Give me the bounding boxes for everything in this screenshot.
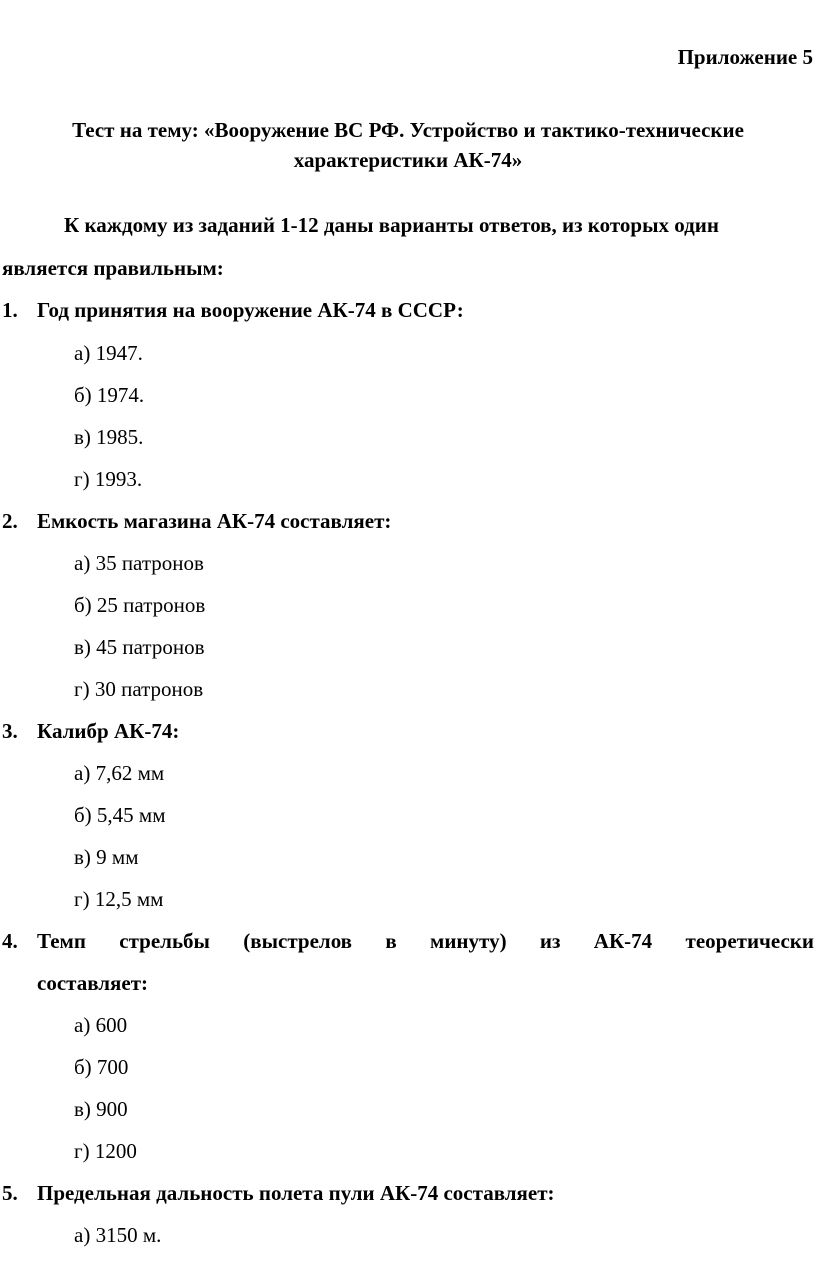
page-title: [0, 115, 816, 175]
question-5-option-a: а) 3150 м.: [74, 1223, 162, 1247]
instructions-line-2: является правильным:: [2, 256, 224, 280]
question-number: 3.: [2, 719, 18, 743]
instructions-line-1: К каждому из заданий 1-12 даны варианты ответов, из которых один: [64, 213, 719, 237]
question-text-line-1: Темп стрельбы (выстрелов в минуту) из АК-74 теоретически: [37, 929, 814, 953]
question-2-option-c: в) 45 патронов: [74, 635, 205, 659]
question-3-option-a: а) 7,62 мм: [74, 761, 165, 785]
question-4-option-d: г) 1200: [74, 1139, 137, 1163]
question-1-option-d: г) 1993.: [74, 467, 143, 491]
question-number: 4.: [2, 929, 18, 953]
question-3-option-b: б) 5,45 мм: [74, 803, 166, 827]
question-1-option-a: а) 1947.: [74, 341, 143, 365]
question-number: 5.: [2, 1181, 18, 1205]
question-text: Емкость магазина АК-74 составляет:: [37, 509, 392, 533]
question-2-option-d: г) 30 патронов: [74, 677, 204, 701]
question-text-line-2: составляет:: [37, 971, 149, 995]
question-number: 2.: [2, 509, 18, 533]
question-4-option-b: б) 700: [74, 1055, 129, 1079]
question-3-option-d: г) 12,5 мм: [74, 887, 164, 911]
appendix-label: Приложение 5: [677, 45, 813, 69]
question-text: Предельная дальность полета пули АК-74 составляет:: [37, 1181, 555, 1205]
question-text: Калибр АК-74:: [37, 719, 180, 743]
title-line-1: Тест на тему: «Вооружение ВС РФ. Устройство и тактико-технические: [72, 118, 744, 142]
question-number: 1.: [2, 298, 18, 322]
question-1-option-c: в) 1985.: [74, 425, 144, 449]
question-text: Год принятия на вооружение АК-74 в СССР:: [37, 298, 464, 322]
title-line-2: характеристики АК-74»: [293, 148, 523, 172]
question-1-option-b: б) 1974.: [74, 383, 145, 407]
question-4-option-c: в) 900: [74, 1097, 128, 1121]
question-3-option-c: в) 9 мм: [74, 845, 139, 869]
question-2-option-b: б) 25 патронов: [74, 593, 206, 617]
question-2-option-a: а) 35 патронов: [74, 551, 204, 575]
question-4-option-a: а) 600: [74, 1013, 128, 1037]
